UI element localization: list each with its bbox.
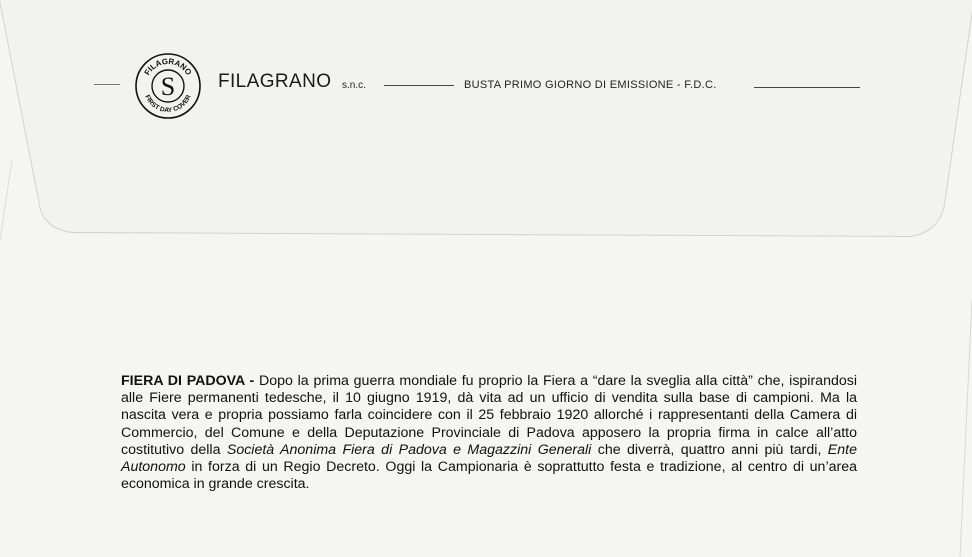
filagrano-seal-logo [134,52,202,120]
header-rule-right [754,87,860,88]
paragraph-italic-company: Società Anonima Fiera di Padova e Magazzini Generali [226,441,592,458]
seal-bottom-text: FIRST DAY COVER [143,93,193,115]
paragraph-text-3: in forza di un Regio Decreto. Oggi la Campionaria è soprattutto festa e tradizione, al centro di un’area economica in grande crescita. [121,459,857,493]
description-paragraph [121,373,857,493]
fdc-header [94,52,874,122]
paragraph-italic-ente: Ente Autonomo [121,441,857,476]
seal-letter: S [160,72,176,101]
brand-suffix: s.n.c. [342,80,366,91]
paragraph-title: FIERA DI PADOVA - [121,373,255,389]
header-rule-left [94,84,120,85]
paragraph-text-2: che diverrà, quattro anni più tardi, [591,441,828,458]
fdc-caption: BUSTA PRIMO GIORNO DI EMISSIONE - F.D.C. [464,79,717,91]
seal-top-text: FILAGRANO [142,56,194,77]
header-rule-middle [384,85,454,86]
brand-name: FILAGRANO [218,71,332,92]
paragraph-text-1: Dopo la prima guerra mondiale fu proprio la Fiera a “dare la sveglia alla città” che, ispirandosi alle Fiere permanenti tedesche, il 10 giugno 1919, dà vita ad un ufficio di vendita sulla base di campioni. Ma la nascita vera e propria possiamo farla coincidere con il 25 febbraio 1920 allorché i rappresentanti della Camera di Commercio, del Comune e della Deputazione Provinciale di Padova apposero la propria firma in calce all’atto costitutivo della [121,373,857,458]
